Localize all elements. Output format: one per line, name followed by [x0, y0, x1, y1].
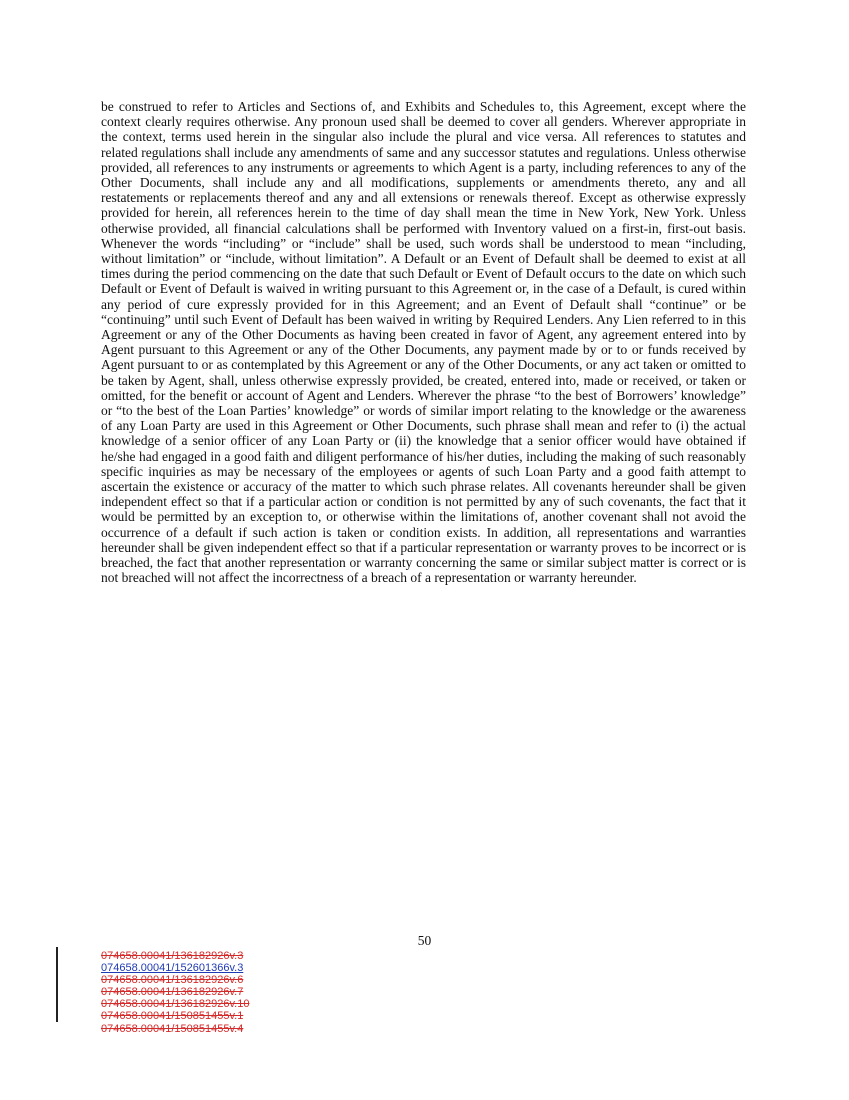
doc-id-deleted: 074658.00041/150851455v.4 — [101, 1022, 244, 1035]
doc-id-deleted: 074658.00041/136182926v.6 — [101, 974, 244, 987]
doc-id-inserted: 074658.00041/152601366v.3 — [101, 962, 244, 975]
document-id-list — [101, 950, 249, 1035]
doc-id-deleted: 074658.00041/150851455v.1 — [101, 1010, 244, 1023]
page-number: 50 — [417, 933, 432, 948]
revision-change-bar — [56, 947, 58, 1022]
doc-id-deleted: 074658.00041/136182926v.7 — [101, 986, 244, 999]
doc-id-deleted: 074658.00041/136182926v.3 — [101, 950, 244, 962]
doc-id-deleted: 074658.00041/136182926v.10 — [101, 998, 250, 1011]
body-paragraph: be construed to refer to Articles and Sections of, and Exhibits and Schedules to, this Agreement, except where the context clearly requires otherwise. Any pronoun used shall be deemed to cover all genders. Wherever appropriate in the context, terms used herein in the singular also include the plural and vice versa. All references to statutes and related regulations shall include any amendments of same and any successor statutes and regulations. Unless otherwise provided, all references to any instruments or agreements to which Agent is a party, including references to any of the Other Documents, shall include any and all modifications, supplements or amendments thereto, any and all restatements or replacements thereof and any and all extensions or renewals thereof. Except as otherwise expressly provided for herein, all references herein to the time of day shall mean the time in New York, New York. Unless otherwise provided, all financial calculations shall be performed with Inventory valued on a first-in, first-out basis. Whenever the words “including” or “include” shall be used, such words shall be understood to mean “including, without limitation” or “include, without limitation”. A Default or an Event of Default shall be deemed to exist at all times during the period commencing on the date that such Default or Event of Default occurs to the date on which such Default or Event of Default is waived in writing pursuant to this Agreement or, in the case of a Default, is cured within any period of cure expressly provided for in this Agreement; and an Event of Default shall “continue” or be “continuing” until such Event of Default has been waived in writing by Required Lenders. Any Lien referred to in this Agreement or any of the Other Documents as having been created in favor of Agent, any agreement entered into by Agent pursuant to this Agreement or any of the Other Documents, any payment made by or to or funds received by Agent pursuant to or as contemplated by this Agreement or any of the Other Documents, or any act taken or omitted to be taken by Agent, shall, unless otherwise expressly provided, be created, entered into, made or received, or taken or omitted, for the benefit or account of Agent and Lenders. Wherever the phrase “to the best of Borrowers’ knowledge” or “to the best of the Loan Parties’ knowledge” or words of similar import relating to the knowledge or the awareness of any Loan Party are used in this Agreement or Other Documents, such phrase shall mean and refer to (i) the actual knowledge of a senior officer of any Loan Party or (ii) the knowledge that a senior officer would have obtained if he/she had engaged in a good faith and diligent performance of his/her duties, including the making of such reasonably specific inquiries as may be necessary of the employees or agents of such Loan Party and a good faith attempt to ascertain the existence or accuracy of the matter to which such phrase relates. All covenants hereunder shall be given independent effect so that if a particular action or condition is not permitted by any of such covenants, the fact that it would be permitted by an exception to, or otherwise within the limitations of, another covenant shall not avoid the occurrence of a default if such action is taken or condition exists. In addition, all representations and warranties hereunder shall be given independent effect so that if a particular representation or warranty proves to be incorrect or is breached, the fact that another representation or warranty concerning the same or similar subject matter is correct or is not breached will not affect the incorrectness of a breach of a representation or warranty hereunder. — [101, 99, 746, 586]
